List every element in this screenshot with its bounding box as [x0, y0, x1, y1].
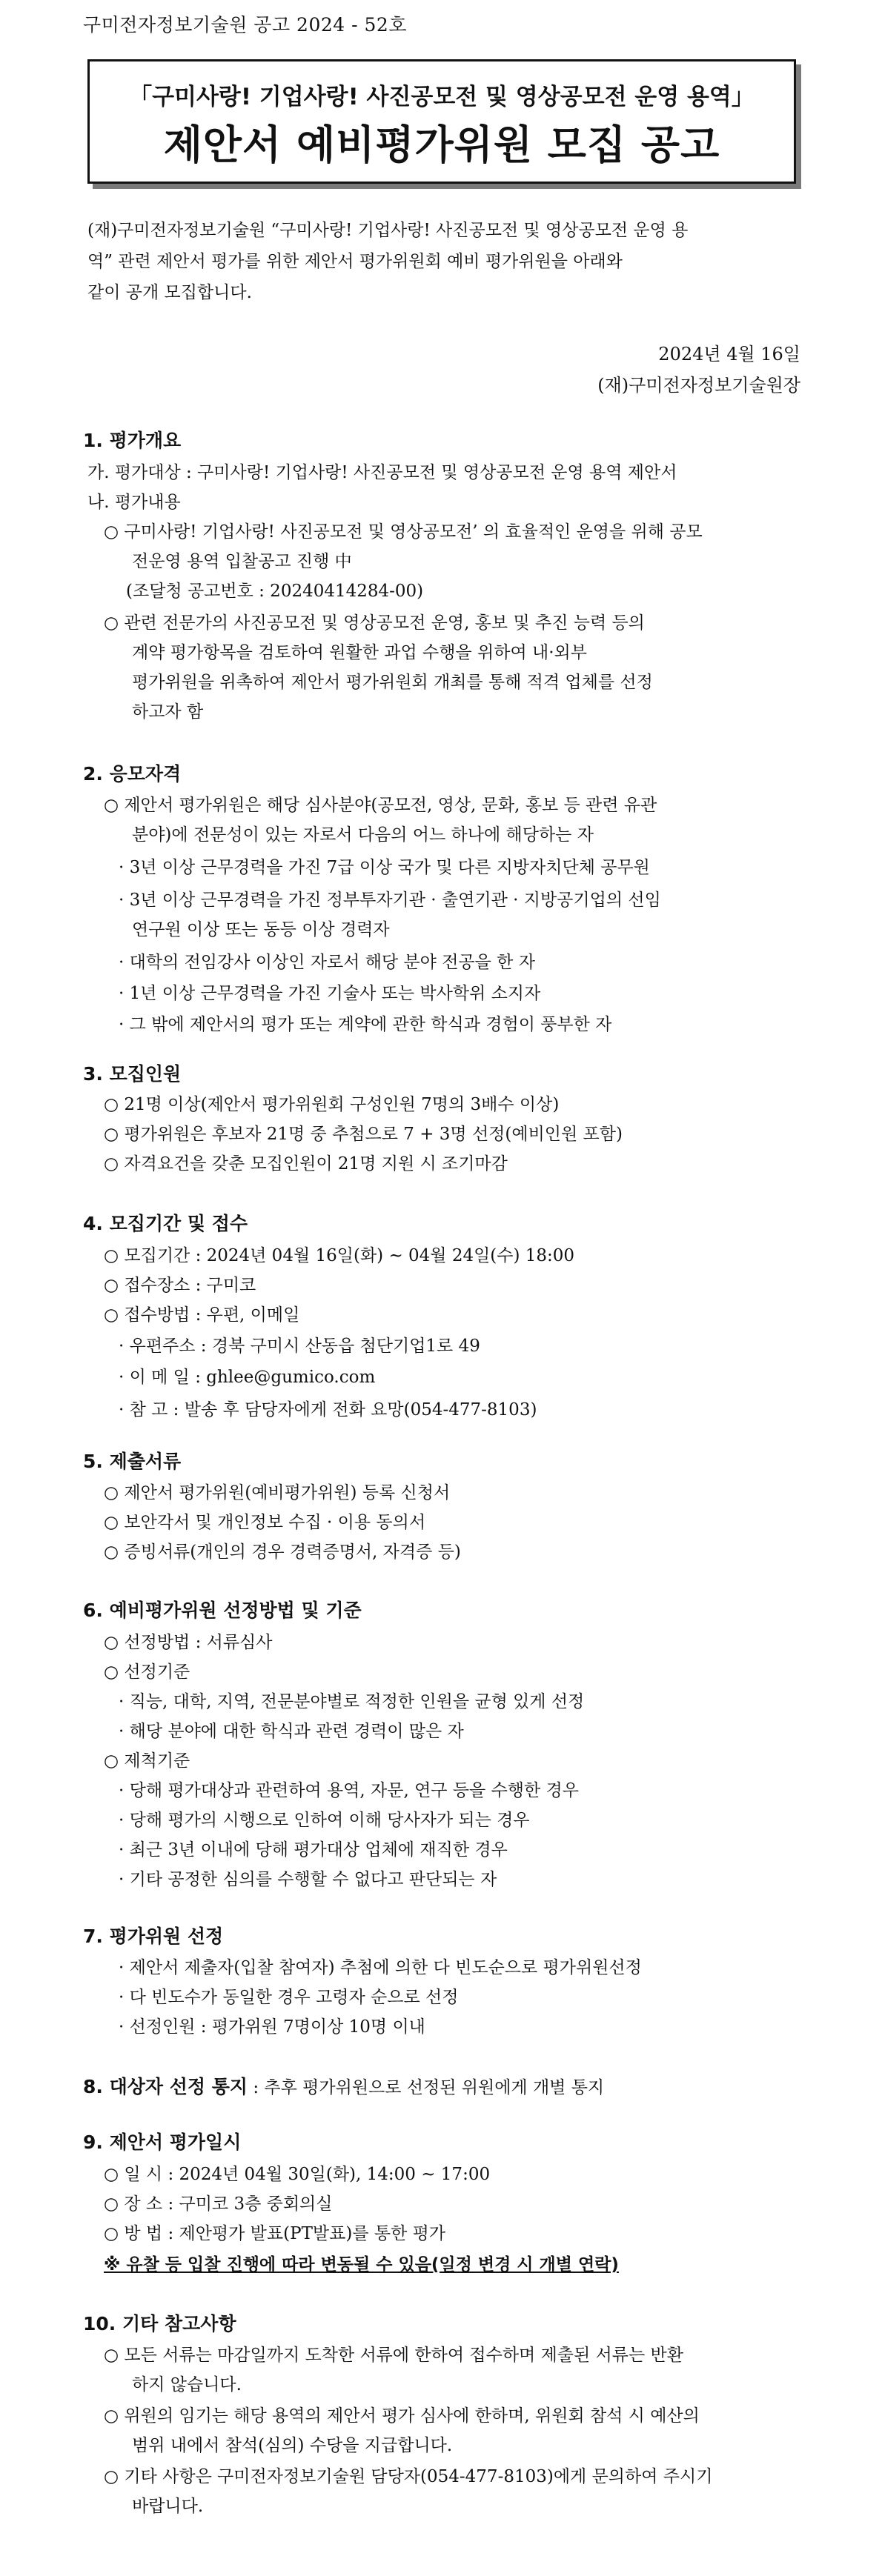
section-title-7: 7. 평가위원 선정 — [83, 1926, 224, 1947]
intro-line: 역” 관련 제안서 평가를 위한 제안서 평가위원회 예비 평가위원을 아래와 — [87, 252, 623, 271]
text-line: ○ 일 시 : 2024년 04월 30일(화), 14:00 ~ 17:00 — [104, 2165, 491, 2184]
text-line: · 제안서 제출자(입찰 참여자) 추첨에 의한 다 빈도순으로 평가위원선정 — [119, 1958, 642, 1977]
page-title: 제안서 예비평가위원 모집 공고 — [163, 122, 720, 168]
section-title-10: 10. 기타 참고사항 — [83, 2313, 236, 2334]
text-line: ○ 기타 사항은 구미전자정보기술원 담당자(054-477-8103)에게 문의하여 주시기 — [104, 2467, 713, 2486]
text-line: · 직능, 대학, 지역, 전문분야별로 적정한 인원을 균형 있게 선정 — [119, 1692, 585, 1711]
text-line: 범위 내에서 참석(심의) 수당을 지급합니다. — [132, 2436, 453, 2455]
text-line: · 최근 3년 이내에 당해 평가대상 업체에 재직한 경우 — [119, 1840, 508, 1860]
section-title-6: 6. 예비평가위원 선정방법 및 기준 — [83, 1600, 362, 1621]
text-line: · 당해 평가의 시행으로 인하여 이해 당사자가 되는 경우 — [119, 1811, 530, 1830]
text-line: · 우편주소 : 경북 구미시 산동읍 첨단기업1로 49 — [119, 1337, 480, 1356]
text-line: (조달청 공고번호 : 20240414284-00) — [126, 582, 424, 601]
text-line: 가. 평가대상 : 구미사랑! 기업사랑! 사진공모전 및 영상공모전 운영 용역 제안서 — [87, 463, 677, 482]
section-title-5: 5. 제출서류 — [83, 1451, 182, 1472]
text-line: 나. 평가내용 — [87, 493, 181, 512]
text-line: ○ 모집기간 : 2024년 04월 16일(화) ~ 04월 24일(수) 18:00 — [104, 1246, 575, 1265]
text-line: · 3년 이상 근무경력을 가진 7급 이상 국가 및 다른 지방자치단체 공무원 — [119, 858, 650, 877]
notice-number: 구미전자정보기술원 공고 2024 - 52호 — [83, 14, 407, 36]
text-line: ○ 증빙서류(개인의 경우 경력증명서, 자격증 등) — [104, 1542, 461, 1562]
text-line: · 1년 이상 근무경력을 가진 기술사 또는 박사학위 소지자 — [119, 984, 541, 1003]
section-title-4: 4. 모집기간 및 접수 — [83, 1213, 248, 1234]
text-line: · 기타 공정한 심의를 수행할 수 없다고 판단되는 자 — [119, 1870, 497, 1889]
section-8-text: : 추후 평가위원으로 선정된 위원에게 개별 통지 — [248, 2078, 605, 2097]
announcement-date: 2024년 4월 16일 — [658, 344, 800, 365]
text-line: · 당해 평가대상과 관련하여 용역, 자문, 연구 등을 수행한 경우 — [119, 1781, 579, 1800]
text-line: ○ 접수방법 : 우편, 이메일 — [104, 1305, 300, 1325]
text-line: · 선정인원 : 평가위원 7명이상 10명 이내 — [119, 2017, 425, 2037]
title-box — [87, 59, 796, 184]
text-line: ○ 보안각서 및 개인정보 수집 · 이용 동의서 — [104, 1513, 426, 1532]
text-line: ○ 21명 이상(제안서 평가위원회 구성인원 7명의 3배수 이상) — [104, 1095, 560, 1114]
schedule-change-notice: ※ 유찰 등 입찰 진행에 따라 변동될 수 있음(일정 변경 시 개별 연락) — [104, 2255, 619, 2274]
text-line: · 그 밖에 제안서의 평가 또는 계약에 관한 학식과 경험이 풍부한 자 — [119, 1015, 612, 1034]
text-line: ○ 구미사랑! 기업사랑! 사진공모전 및 영상공모전’ 의 효율적인 운영을 위해 공모 — [104, 522, 703, 542]
text-line: ○ 방 법 : 제안평가 발표(PT발표)를 통한 평가 — [104, 2224, 446, 2243]
intro-line: 같이 공개 모집합니다. — [87, 283, 252, 302]
text-line: 전운영 용역 입찰공고 진행 中 — [132, 552, 352, 571]
text-line: ○ 평가위원은 후보자 21명 중 추첨으로 7 + 3명 선정(예비인원 포함) — [104, 1125, 623, 1144]
text-line: ○ 접수장소 : 구미코 — [104, 1276, 256, 1295]
text-line: 평가위원을 위촉하여 제안서 평가위원회 개최를 통해 적격 업체를 선정 — [132, 673, 653, 692]
text-line: 연구원 이상 또는 동등 이상 경력자 — [132, 920, 390, 939]
project-subtitle: 「구미사랑! 기업사랑! 사진공모전 및 영상공모전 운영 용역」 — [129, 84, 755, 110]
text-line: ○ 관련 전문가의 사진공모전 및 영상공모전 운영, 홍보 및 추진 능력 등의 — [104, 613, 645, 633]
section-title-9: 9. 제안서 평가일시 — [83, 2131, 242, 2153]
intro-line: (재)구미전자정보기술원 “구미사랑! 기업사랑! 사진공모전 및 영상공모전 운영 용 — [87, 221, 689, 240]
text-line: · 다 빈도수가 동일한 경우 고령자 순으로 선정 — [119, 1988, 459, 2007]
text-line: ○ 장 소 : 구미코 3층 중회의실 — [104, 2194, 333, 2214]
text-line: ○ 선정기준 — [104, 1663, 190, 1682]
text-line: ○ 제안서 평가위원은 해당 심사분야(공모전, 영상, 문화, 홍보 등 관련 유관 — [104, 796, 657, 815]
section-title-8 — [83, 2072, 604, 2099]
text-line: · 3년 이상 근무경력을 가진 정부투자기관 · 출연기관 · 지방공기업의 선임 — [119, 891, 661, 910]
text-line: · 이 메 일 : ghlee@gumico.com — [119, 1368, 376, 1387]
issuer-name: (재)구미전자정보기술원장 — [597, 375, 800, 396]
text-line: ○ 모든 서류는 마감일까지 도착한 서류에 한하여 접수하며 제출된 서류는 반환 — [104, 2346, 683, 2365]
section-8-title: 8. 대상자 선정 통지 — [83, 2076, 248, 2097]
text-line: ○ 제척기준 — [104, 1751, 190, 1771]
text-line: 하지 않습니다. — [132, 2375, 242, 2394]
section-title-1: 1. 평가개요 — [83, 430, 182, 451]
section-title-3: 3. 모집인원 — [83, 1063, 182, 1085]
text-line: 하고자 함 — [132, 702, 204, 722]
section-title-2: 2. 응모자격 — [83, 763, 182, 785]
text-line: ○ 자격요건을 갖춘 모집인원이 21명 지원 시 조기마감 — [104, 1154, 508, 1174]
text-line: ○ 선정방법 : 서류심사 — [104, 1633, 273, 1652]
text-line: 계약 평가항목을 검토하여 원활한 과업 수행을 위하여 내·외부 — [132, 643, 587, 662]
text-line: · 해당 분야에 대한 학식과 관련 경력이 많은 자 — [119, 1722, 464, 1741]
text-line: · 대학의 전임강사 이상인 자로서 해당 분야 전공을 한 자 — [119, 953, 535, 972]
text-line: ○ 위원의 임기는 해당 용역의 제안서 평가 심사에 한하며, 위원회 참석 시 예산의 — [104, 2406, 700, 2426]
text-line: 바랍니다. — [132, 2497, 204, 2516]
text-line: · 참 고 : 발송 후 담당자에게 전화 요망(054-477-8103) — [119, 1400, 537, 1420]
text-line: 분야)에 전문성이 있는 자로서 다음의 어느 하나에 해당하는 자 — [132, 825, 594, 845]
text-line: ○ 제안서 평가위원(예비평가위원) 등록 신청서 — [104, 1483, 451, 1502]
